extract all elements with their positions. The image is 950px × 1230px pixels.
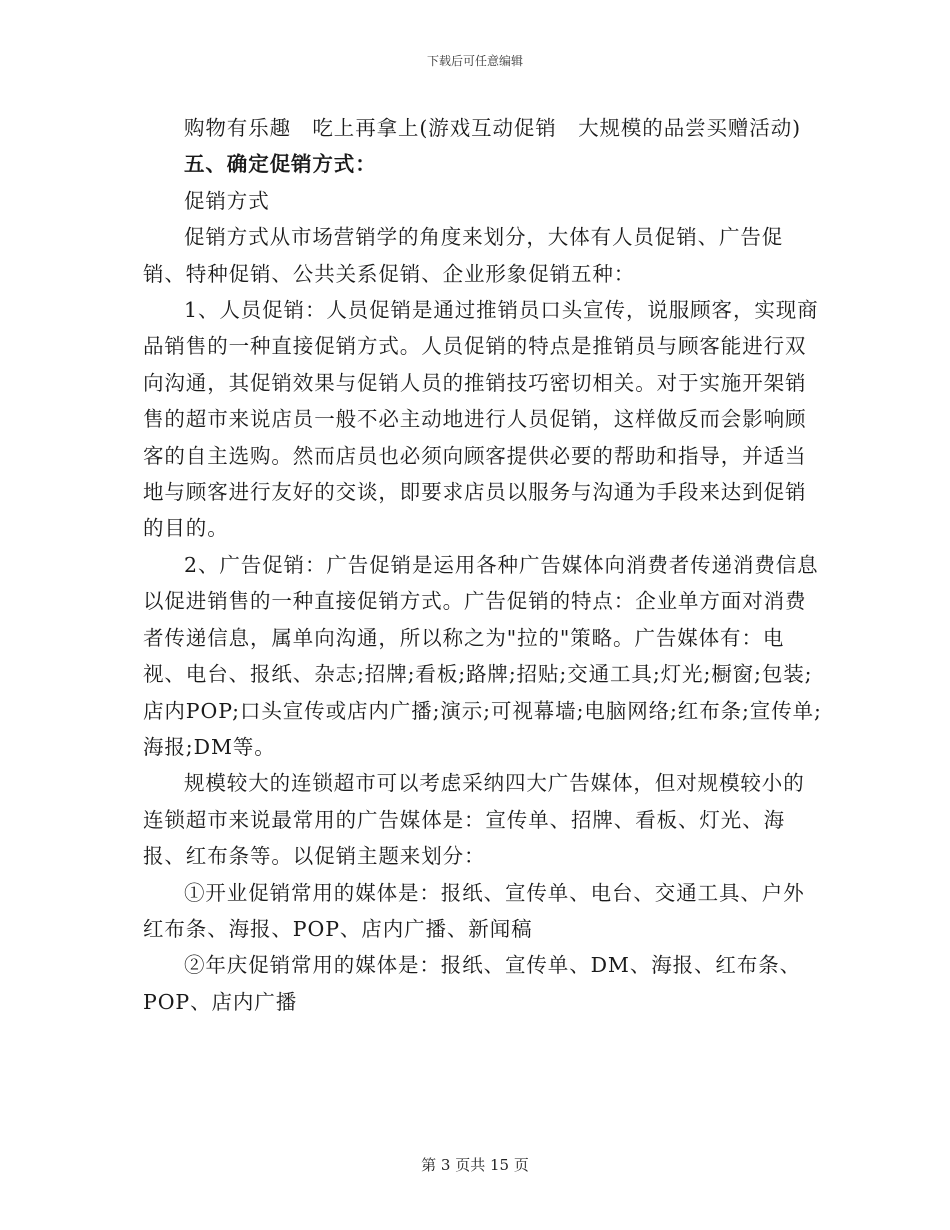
paragraph-advertising: 2、广告促销：广告促销是运用各种广告媒体向消费者传递消费信息以促进销售的一种直接促销方式。广告促销的特点：企业单方面对消费者传递信息，属单向沟通，所以称之为"拉的"策略。广告媒体有：电视、电台、报纸、杂志;招牌;看板;路牌;招贴;交通工具;灯光;橱窗;包装;店内POP;口头宣传或店内广播;演示;可视幕墙;电脑网络;红布条;宣传单;海报;DM等。: [143, 552, 822, 759]
paragraph-media-choice: 规模较大的连锁超市可以考虑采纳四大广告媒体，但对规模较小的连锁超市来说最常用的广告媒体是：宣传单、招牌、看板、灯光、海报、红布条等。以促销主题来划分：: [143, 771, 805, 869]
section-heading: 五、确定促销方式：: [184, 152, 377, 177]
page-number: 第 3 页共 15 页: [421, 1156, 529, 1174]
paragraph-promo-overview: 促销方式从市场营销学的角度来划分，大体有人员促销、广告促销、特种促销、公共关系促销、企业形象促销五种：: [143, 225, 784, 286]
page-header-note: 下载后可任意编辑: [426, 54, 523, 68]
paragraph-personal-selling: 1、人员促销：人员促销是通过推销员口头宣传，说服顾客，实现商品销售的一种直接促销方式。人员促销的特点是推销员与顾客能进行双向沟通，其促销效果与促销人员的推销技巧密切相关。对于实施开架销售的超市来说店员一般不必主动地进行人员促销，这样做反而会影响顾客的自主选购。然而店员也必须向顾客提供必要的帮助和指导，并适当地与顾客进行友好的交谈，即要求店员以服务与沟通为手段来达到促销的目的。: [143, 298, 819, 541]
document-body: [143, 110, 823, 1020]
paragraph-anniversary-media: ②年庆促销常用的媒体是：报纸、宣传单、DM、海报、红布条、POP、店内广播: [143, 953, 802, 1014]
paragraph-opening-media: ①开业促销常用的媒体是：报纸、宣传单、电台、交通工具、户外红布条、海报、POP、店内广播、新闻稿: [143, 880, 805, 941]
subheading-promo-methods: 促销方式: [184, 188, 270, 213]
paragraph-promo-slogan: 购物有乐趣 吃上再拿上(游戏互动促销 大规模的品尝买赠活动): [184, 116, 801, 140]
